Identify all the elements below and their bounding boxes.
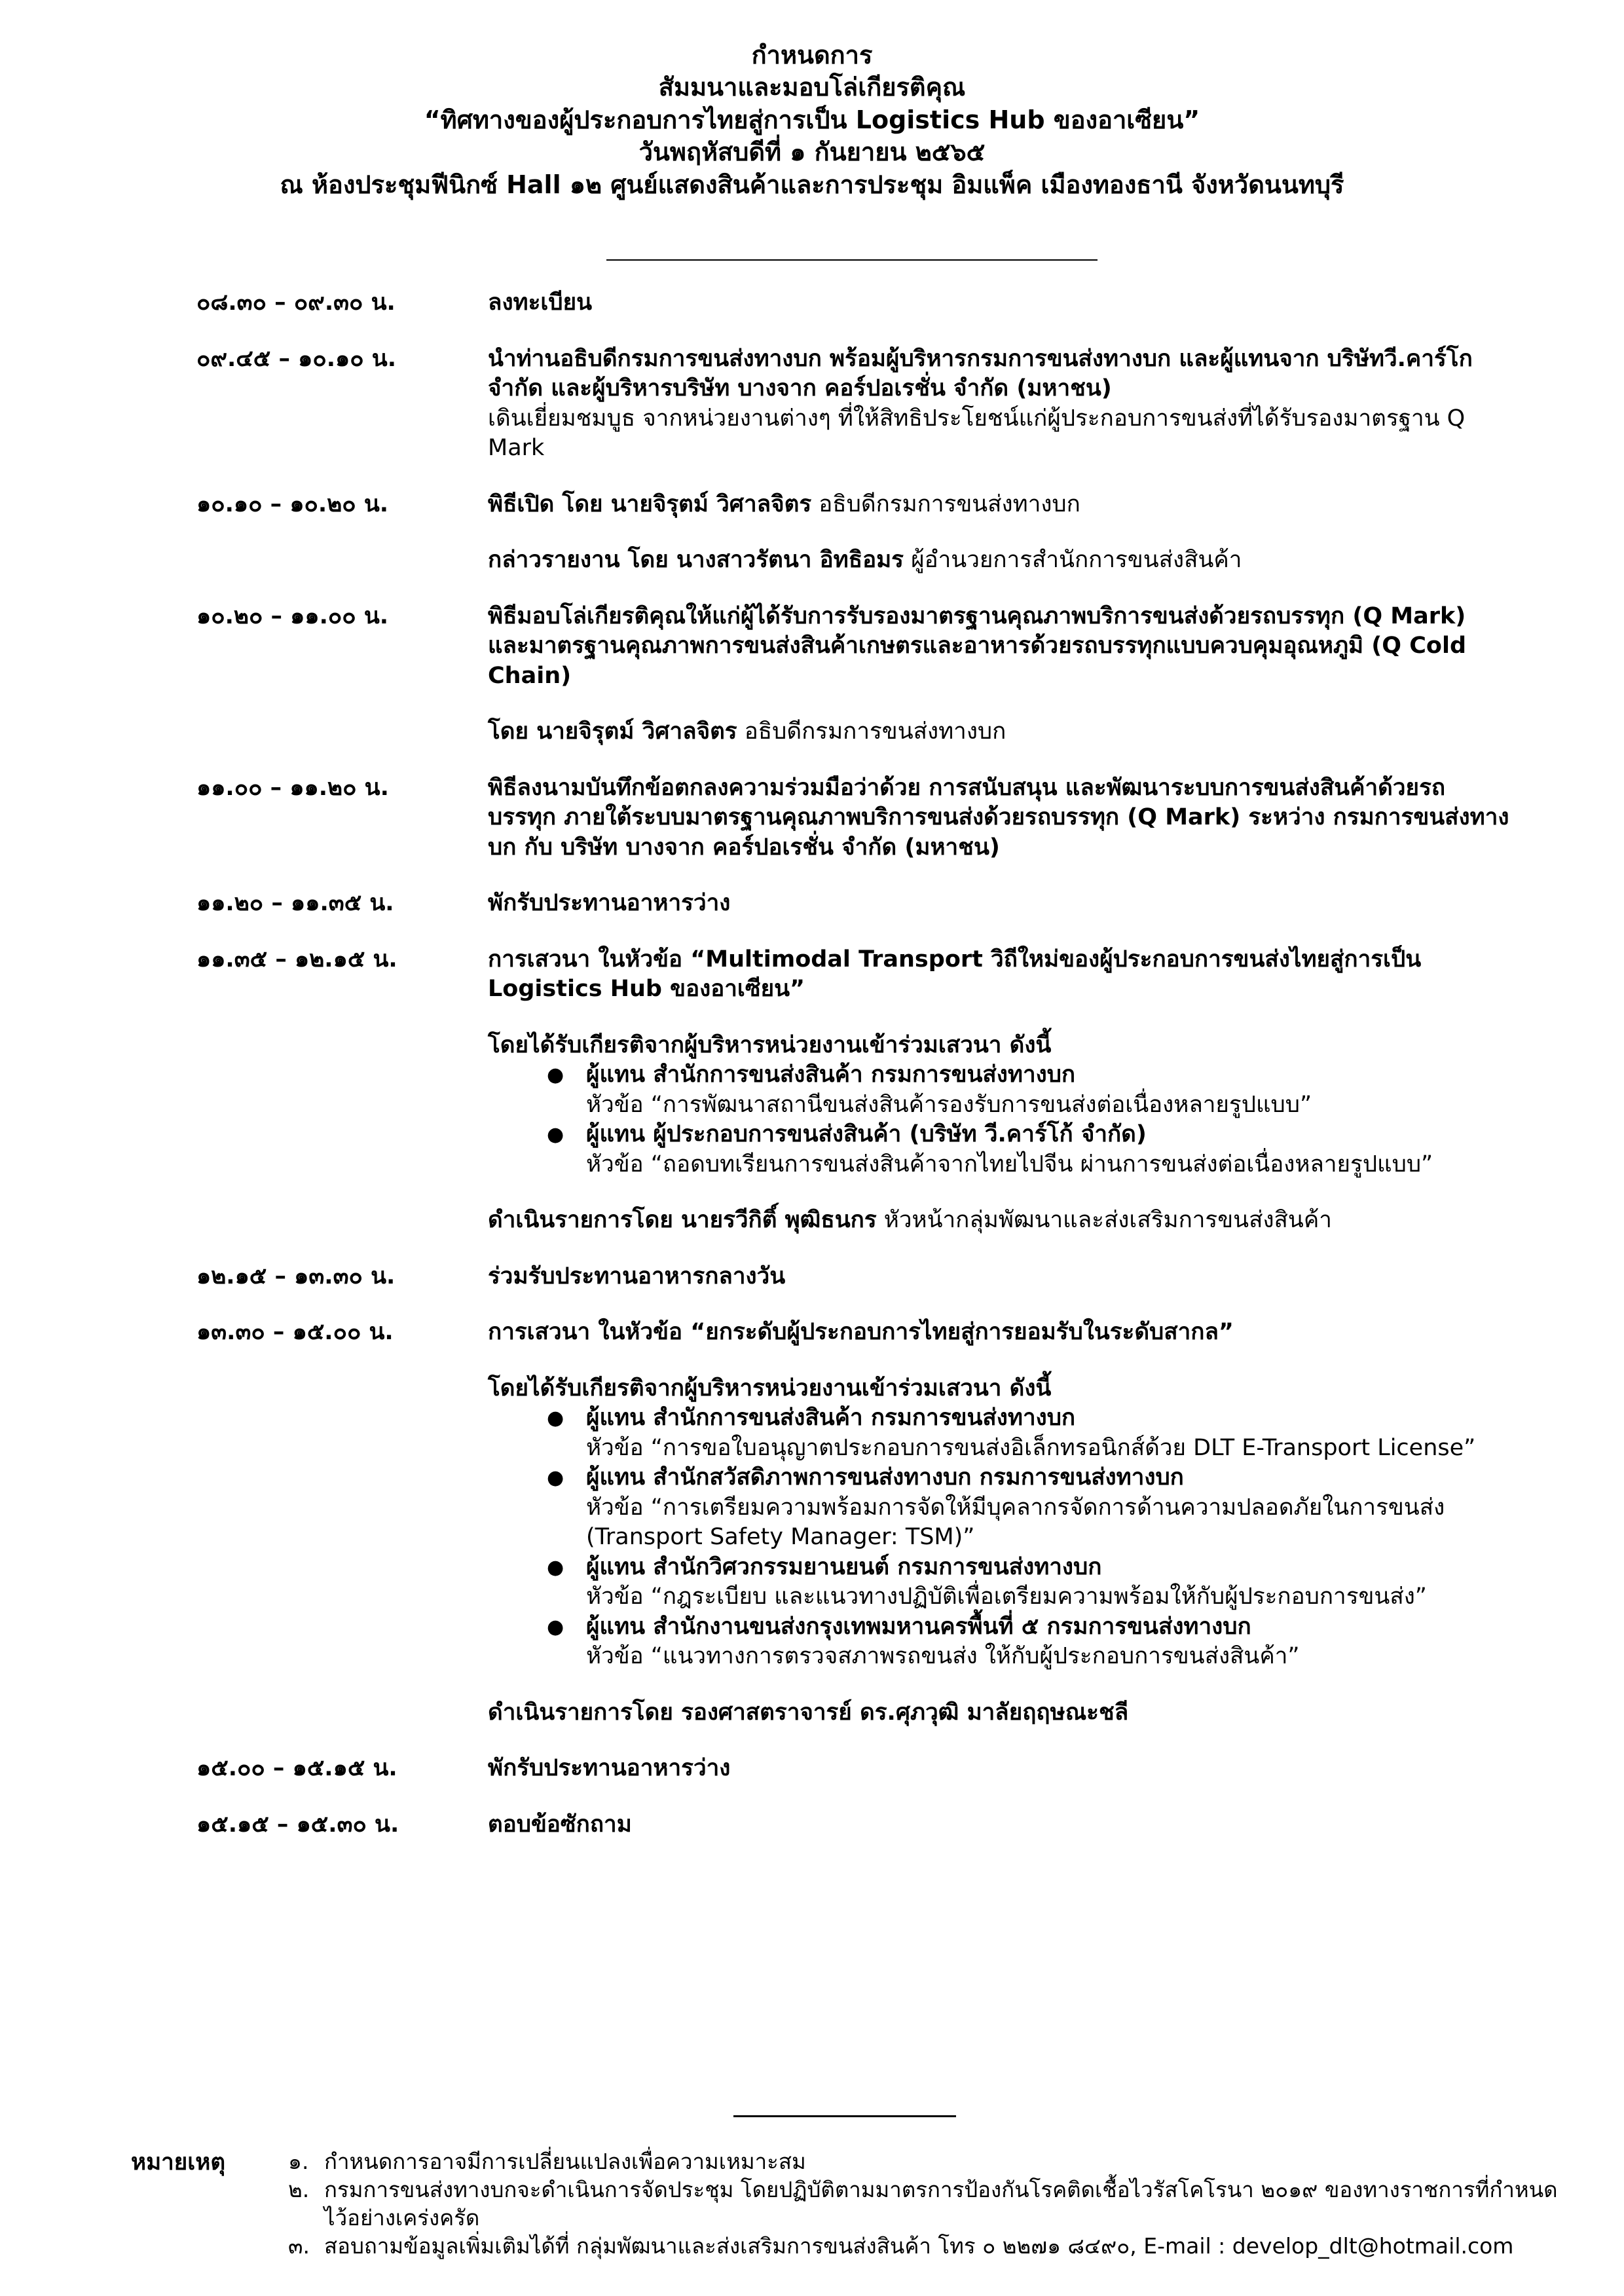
- note-number: ๒.: [288, 2176, 310, 2202]
- header-line-agenda: กำหนดการ: [751, 41, 873, 69]
- schedule-time: ๑๑.๒๐ – ๑๑.๓๕ น.: [196, 890, 394, 916]
- notes-label: หมายเหตุ: [131, 2149, 226, 2176]
- schedule-row: [0, 602, 1624, 747]
- speaker-item: [547, 1403, 1509, 1463]
- schedule-title: พิธีเปิด โดย นายจิรุตม์ วิศาลจิตร: [488, 491, 812, 517]
- schedule-content: [488, 773, 1509, 863]
- note-number: ๓.: [288, 2232, 310, 2259]
- schedule-content: [488, 889, 1509, 919]
- bullet-icon: ●: [547, 1064, 564, 1086]
- speaker-name: ผู้แทน สำนักการขนส่งสินค้า กรมการขนส่งทางบก: [586, 1405, 1076, 1431]
- moderator-line: [488, 1698, 1509, 1728]
- speaker-topic: หัวข้อ “การเตรียมความพร้อมการจัดให้มีบุคลากรจัดการด้านความปลอดภัยในการขนส่ง (Transport Safety Manager: TSM)”: [586, 1494, 1445, 1550]
- bullet-icon: ●: [547, 1615, 564, 1639]
- schedule-title: พิธีลงนามบันทึกข้อตกลงความร่วมมือว่าด้วย การสนับสนุน และพัฒนาระบบการขนส่งสินค้าด้วยรถบรรทุก ภายใต้ระบบมาตรฐานคุณภาพบริการขนส่งด้วยรถบรรทุก (Q Mark) ระหว่าง กรมการขนส่งทางบก กับ บริษัท บางจาก คอร์ปอเรชั่น จำกัด (มหาชน): [488, 774, 1509, 861]
- schedule-time: ๑๑.๓๕ – ๑๒.๑๕ น.: [196, 946, 397, 972]
- spacer: [488, 1179, 1509, 1206]
- schedule-time: ๑๑.๐๐ – ๑๑.๒๐ น.: [196, 774, 389, 801]
- schedule-row: [0, 490, 1624, 576]
- note-text: กรมการขนส่งทางบกจะดำเนินการจัดประชุม โดยปฏิบัติตามมาตรการป้องกันโรคติดเชื้อไวรัสโคโรนา ๒๐๑๙ ของทางราชการที่กำหนดไว้อย่างเคร่งครัด: [324, 2176, 1558, 2231]
- schedule-title-line: [488, 1754, 1509, 1784]
- notes-section: [131, 2148, 1572, 2261]
- row-gap: [0, 464, 1624, 490]
- schedule-title: นำท่านอธิบดีกรมการขนส่งทางบก พร้อมผู้บริหารกรมการขนส่งทางบก และผู้แทนจาก บริษัทวี.คาร์โก จำกัด และผู้บริหารบริษัท บางจาก คอร์ปอเรชั่น จำกัด (มหาชน): [488, 345, 1473, 401]
- speaker-item: [547, 1553, 1509, 1612]
- header-line-event: สัมมนาและมอบโล่เกียรติคุณ: [658, 73, 966, 102]
- row-gap: [0, 318, 1624, 344]
- schedule-title-line: [488, 889, 1509, 919]
- notes-list: [288, 2148, 1572, 2261]
- speaker-item: [547, 1120, 1509, 1179]
- schedule-time: ๑๕.๐๐ – ๑๕.๑๕ น.: [196, 1755, 397, 1781]
- speaker-name: ผู้แทน สำนักงานขนส่งกรุงเทพมหานครพื้นที่ ๕ กรมการขนส่งทางบก: [586, 1613, 1251, 1640]
- schedule-sub-bold: กล่าวรายงาน โดย นางสาวรัตนา อิทธิอมร: [488, 547, 904, 573]
- row-gap: [0, 1784, 1624, 1810]
- note-item: [288, 2232, 1572, 2261]
- note-text: สอบถามข้อมูลเพิ่มเติมได้ที่ กลุ่มพัฒนาและส่งเสริมการขนส่งสินค้า โทร ๐ ๒๒๗๑ ๘๔๙๐, E-mail : develop_dlt@hotmail.com: [324, 2232, 1514, 2259]
- schedule-time: ๑๕.๑๕ – ๑๕.๓๐ น.: [196, 1811, 399, 1838]
- speaker-text: [586, 1403, 1475, 1463]
- panel-intro: โดยได้รับเกียรติจากผู้บริหารหน่วยงานเข้าร่วมเสวนา ดังนี้: [488, 1375, 1052, 1401]
- spacer: [488, 1348, 1509, 1374]
- schedule-title: พักรับประทานอาหารว่าง: [488, 1755, 731, 1781]
- header-line-theme: “ทิศทางของผู้ประกอบการไทยสู่การเป็น Logistics Hub ของอาเซียน”: [424, 105, 1200, 134]
- schedule-content: [488, 602, 1509, 747]
- row-gap: [0, 576, 1624, 602]
- schedule-subline: [488, 546, 1509, 576]
- header-divider: [606, 259, 1098, 261]
- schedule-content: [488, 1318, 1509, 1728]
- schedule-time: ๑๓.๓๐ – ๑๕.๐๐ น.: [196, 1319, 394, 1345]
- schedule-content: [488, 288, 1509, 318]
- schedule-title-suffix: อธิบดีกรมการขนส่งทางบก: [819, 491, 1080, 517]
- spacer: [488, 1005, 1509, 1031]
- schedule-title-line: [488, 1318, 1509, 1348]
- row-gap: [0, 747, 1624, 773]
- schedule-sub-suffix: ผู้อำนวยการสำนักการขนส่งสินค้า: [911, 547, 1242, 573]
- schedule-row: [0, 344, 1624, 464]
- speaker-text: [586, 1612, 1300, 1672]
- document-header: [0, 39, 1624, 201]
- header-line-venue: ณ ห้องประชุมฟีนิกซ์ Hall ๑๒ ศูนย์แสดงสินค้าและการประชุม อิมแพ็ค เมืองทองธานี จังหวัดนนทบุรี: [280, 170, 1344, 199]
- schedule-title-line: [488, 602, 1509, 692]
- schedule-title: การเสวนา ในหัวข้อ “Multimodal Transport วิถีใหม่ของผู้ประกอบการขนส่งไทยสู่การเป็น Logistics Hub ของอาเซียน”: [488, 946, 1422, 1002]
- header-line-date: วันพฤหัสบดีที่ ๑ กันยายน ๒๕๖๕: [638, 138, 986, 167]
- schedule-content: [488, 1262, 1509, 1292]
- schedule-row: [0, 1318, 1624, 1728]
- row-gap: [0, 862, 1624, 889]
- moderator-role: หัวหน้ากลุ่มพัฒนาและส่งเสริมการขนส่งสินค้า: [883, 1207, 1332, 1233]
- schedule-sub-suffix: อธิบดีกรมการขนส่งทางบก: [744, 718, 1006, 745]
- panel-intro: โดยได้รับเกียรติจากผู้บริหารหน่วยงานเข้าร่วมเสวนา ดังนี้: [488, 1031, 1052, 1058]
- schedule-row: [0, 288, 1624, 318]
- note-number: ๑.: [288, 2149, 309, 2174]
- schedule-time: ๑๐.๑๐ – ๑๐.๒๐ น.: [196, 491, 389, 517]
- end-divider: [733, 2115, 956, 2117]
- bullet-icon: ●: [547, 1123, 564, 1146]
- schedule-content: [488, 1754, 1509, 1784]
- moderator-line: [488, 1206, 1509, 1236]
- schedule-content: [488, 344, 1509, 464]
- schedule-title: ลงทะเบียน: [488, 289, 593, 316]
- speaker-name: ผู้แทน สำนักวิศวกรรมยานยนต์ กรมการขนส่งทางบก: [586, 1553, 1102, 1580]
- schedule-title-line: [488, 490, 1509, 520]
- schedule-row: [0, 773, 1624, 863]
- schedule-content: [488, 490, 1509, 576]
- speaker-topic: หัวข้อ “ถอดบทเรียนการขนส่งสินค้าจากไทยไปจีน ผ่านการขนส่งต่อเนื่องหลายรูปแบบ”: [586, 1151, 1433, 1177]
- speaker-item: [547, 1060, 1509, 1120]
- schedule-title-line: [488, 1810, 1509, 1840]
- row-gap: [0, 1291, 1624, 1318]
- spacer: [488, 691, 1509, 717]
- note-item: [288, 2176, 1572, 2232]
- schedule-title: พักรับประทานอาหารว่าง: [488, 890, 731, 916]
- schedule-time: ๑๐.๒๐ – ๑๑.๐๐ น.: [196, 602, 389, 629]
- row-gap: [0, 919, 1624, 945]
- bullet-icon: ●: [547, 1466, 564, 1489]
- speaker-list: [547, 1060, 1509, 1179]
- schedule-row: [0, 1754, 1624, 1784]
- schedule-row: [0, 1262, 1624, 1292]
- spacer: [488, 1672, 1509, 1698]
- speaker-item: [547, 1612, 1509, 1672]
- schedule-sub-bold: โดย นายจิรุตม์ วิศาลจิตร: [488, 718, 737, 745]
- schedule-title-line: [488, 773, 1509, 863]
- schedule-content: [488, 1810, 1509, 1840]
- note-text: กำหนดการอาจมีการเปลี่ยนแปลงเพื่อความเหมาะสม: [324, 2149, 806, 2174]
- schedule-list: [0, 288, 1624, 1866]
- speaker-text: [586, 1553, 1427, 1612]
- schedule-detail: เดินเยี่ยมชมบูธ จากหน่วยงานต่างๆ ที่ให้สิทธิประโยชน์แก่ผู้ประกอบการขนส่งที่ได้รับรองมาตรฐาน Q Mark: [488, 405, 1466, 461]
- speaker-topic: หัวข้อ “การพัฒนาสถานีขนส่งสินค้ารองรับการขนส่งต่อเนื่องหลายรูปแบบ”: [586, 1091, 1312, 1118]
- schedule-title: ตอบข้อซักถาม: [488, 1811, 632, 1838]
- speaker-name: ผู้แทน ผู้ประกอบการขนส่งสินค้า (บริษัท วี.คาร์โก้ จำกัด): [586, 1121, 1147, 1147]
- schedule-title: การเสวนา ในหัวข้อ “ยกระดับผู้ประกอบการไทยสู่การยอมรับในระดับสากล”: [488, 1319, 1234, 1345]
- row-gap: [0, 1728, 1624, 1754]
- speaker-topic: หัวข้อ “กฎระเบียบ และแนวทางปฏิบัติเพื่อเตรียมความพร้อมให้กับผู้ประกอบการขนส่ง”: [586, 1583, 1427, 1610]
- speaker-text: [586, 1060, 1312, 1120]
- schedule-time: ๑๒.๑๕ – ๑๓.๓๐ น.: [196, 1263, 396, 1289]
- schedule-title: พิธีมอบโล่เกียรติคุณให้แก่ผู้ได้รับการรับรองมาตรฐานคุณภาพบริการขนส่งด้วยรถบรรทุก (Q Mark) และมาตรฐานคุณภาพการขนส่งสินค้าเกษตรและอาหารด้วยรถบรรทุกแบบควบคุมอุณหภูมิ (Q Cold Chain): [488, 602, 1467, 689]
- note-item: [288, 2148, 1572, 2176]
- schedule-row: [0, 1810, 1624, 1840]
- speaker-text: [586, 1120, 1433, 1179]
- moderator-name: ดำเนินรายการโดย นายรวีกิติ์ พุฒิธนกร: [488, 1207, 877, 1233]
- speaker-topic: หัวข้อ “การขอใบอนุญาตประกอบการขนส่งอิเล็กทรอนิกส์ด้วย DLT E-Transport License”: [586, 1434, 1476, 1461]
- schedule-title-line: [488, 1262, 1509, 1292]
- bullet-icon: ●: [547, 1407, 564, 1430]
- row-gap: [0, 1840, 1624, 1866]
- schedule-row: [0, 889, 1624, 919]
- speaker-item: [547, 1463, 1509, 1553]
- schedule-content: [488, 945, 1509, 1236]
- row-gap: [0, 1236, 1624, 1262]
- speaker-list: [547, 1403, 1509, 1672]
- schedule-title: ร่วมรับประทานอาหารกลางวัน: [488, 1263, 786, 1289]
- speaker-text: [586, 1463, 1509, 1553]
- speaker-name: ผู้แทน สำนักสวัสดิภาพการขนส่งทางบก กรมการขนส่งทางบก: [586, 1464, 1184, 1491]
- schedule-time: ๐๙.๔๕ – ๑๐.๑๐ น.: [196, 345, 397, 372]
- moderator-name: ดำเนินรายการโดย รองศาสตราจารย์ ดร.ศุภวุฒิ มาลัยฤฤษณะชลี: [488, 1699, 1129, 1726]
- schedule-title-line: [488, 344, 1509, 404]
- bullet-icon: ●: [547, 1555, 564, 1579]
- schedule-title-line: [488, 288, 1509, 318]
- speaker-topic: หัวข้อ “แนวทางการตรวจสภาพรถขนส่ง ให้กับผู้ประกอบการขนส่งสินค้า”: [586, 1643, 1300, 1669]
- schedule-title-line: [488, 945, 1509, 1005]
- spacer: [488, 519, 1509, 546]
- schedule-subline: [488, 717, 1509, 747]
- schedule-row: [0, 945, 1624, 1236]
- schedule-time: ๐๘.๓๐ – ๐๙.๓๐ น.: [196, 289, 396, 316]
- speaker-name: ผู้แทน สำนักการขนส่งสินค้า กรมการขนส่งทางบก: [586, 1062, 1076, 1088]
